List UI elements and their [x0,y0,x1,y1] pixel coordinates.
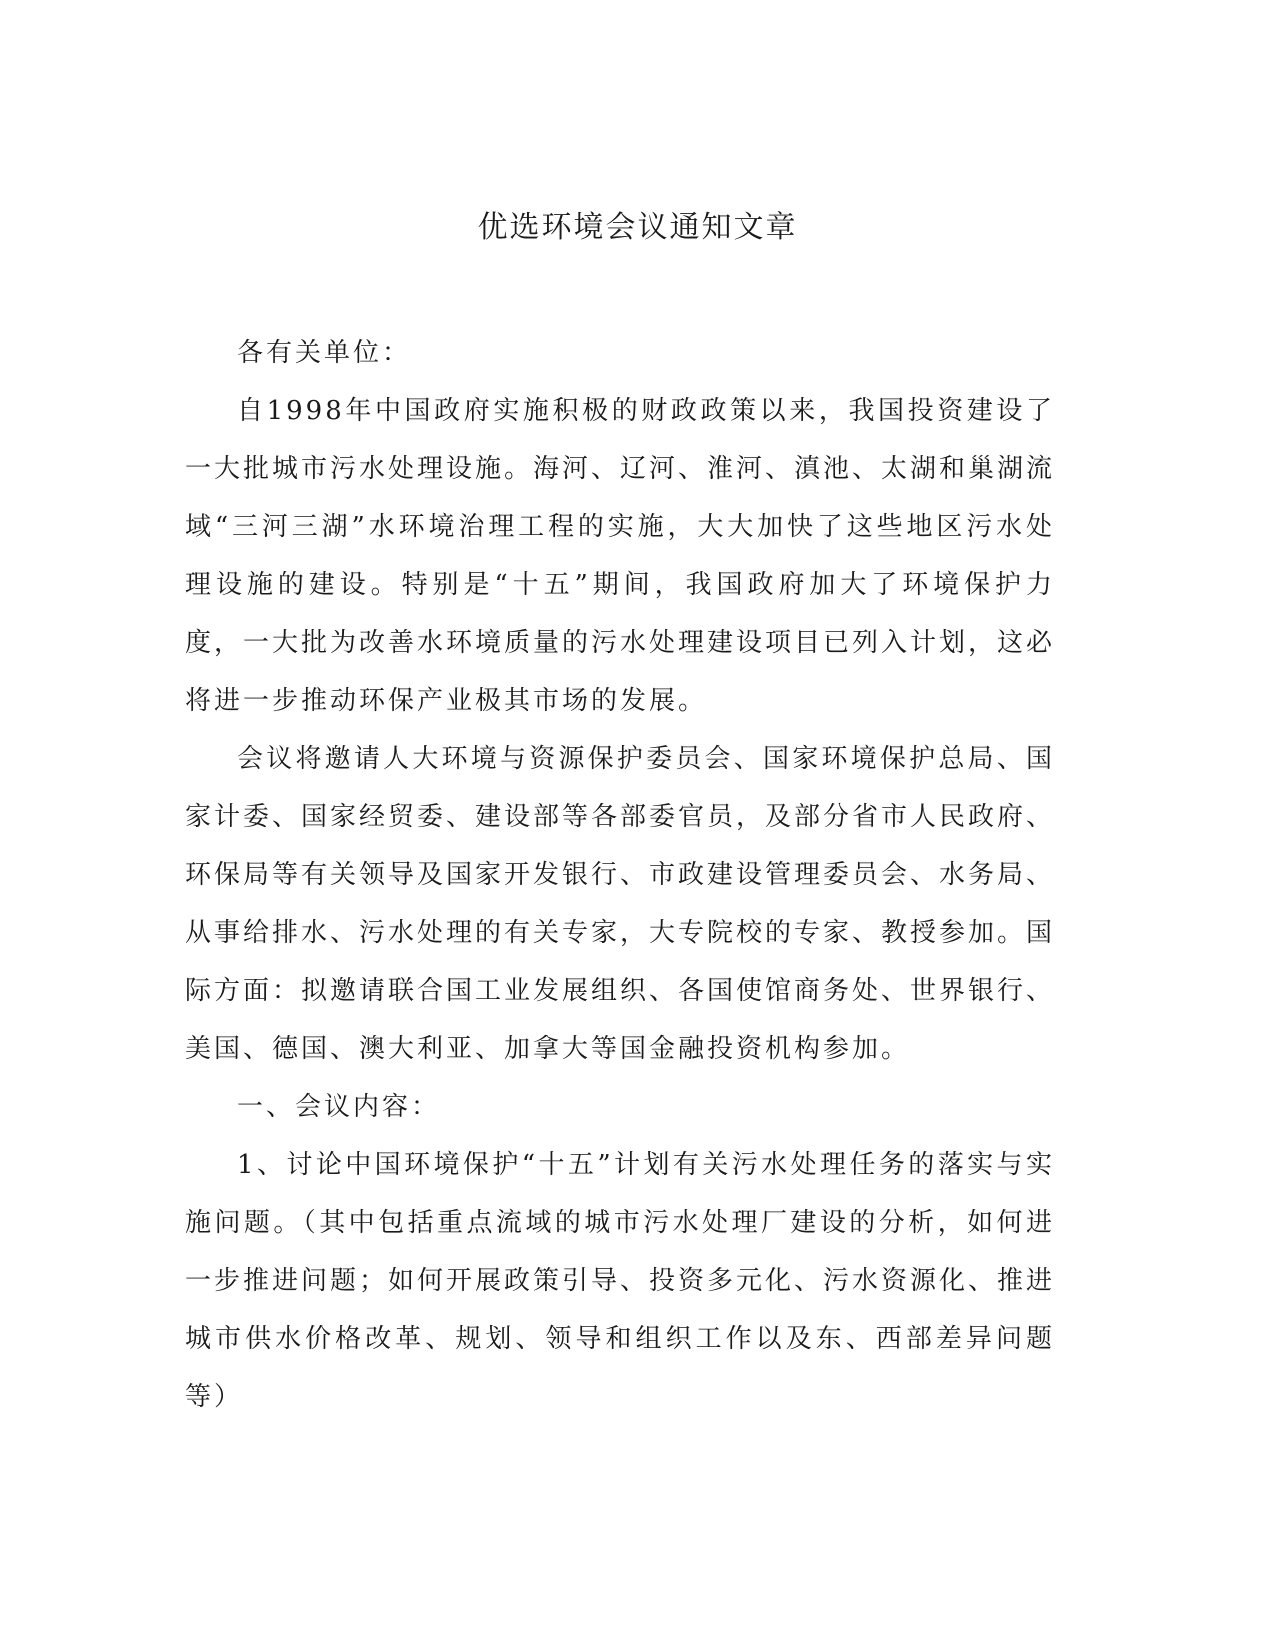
section-heading-meeting-content: 一、会议内容： [237,1092,441,1122]
document-body [185,324,1055,1426]
salutation: 各有关单位： [237,338,412,368]
paragraph-attendees: 会议将邀请人大环境与资源保护委员会、国家环境保护总局、国家计委、国家经贸委、建设部等各部委官员，及部分省市人民政府、环保局等有关领导及国家开发银行、市政建设管理委员会、水务局、从事给排水、污水处理的有关专家，大专院校的专家、教授参加。国际方面：拟邀请联合国工业发展组织、各国使馆商务处、世界银行、美国、德国、澳大利亚、加拿大等国金融投资机构参加。 [185,744,1056,1064]
paragraph-background: 自1998年中国政府实施积极的财政政策以来，我国投资建设了一大批城市污水处理设施。海河、辽河、淮河、滇池、太湖和巢湖流域“三河三湖”水环境治理工程的实施，大大加快了这些地区污水处理设施的建设。特别是“十五”期间，我国政府加大了环境保护力度，一大批为改善水环境质量的污水处理建设项目已列入计划，这必将进一步推动环保产业极其市场的发展。 [185,396,1056,716]
document-title: 优选环境会议通知文章 [477,210,798,245]
list-item: 1、讨论中国环境保护“十五”计划有关污水处理任务的落实与实施问题。（其中包括重点流域的城市污水处理厂建设的分析，如何进一步推进问题；如何开展政策引导、投资多元化、污水资源化、推进城市供水价格改革、规划、领导和组织工作以及东、西部差异问题等） [185,1150,1056,1412]
